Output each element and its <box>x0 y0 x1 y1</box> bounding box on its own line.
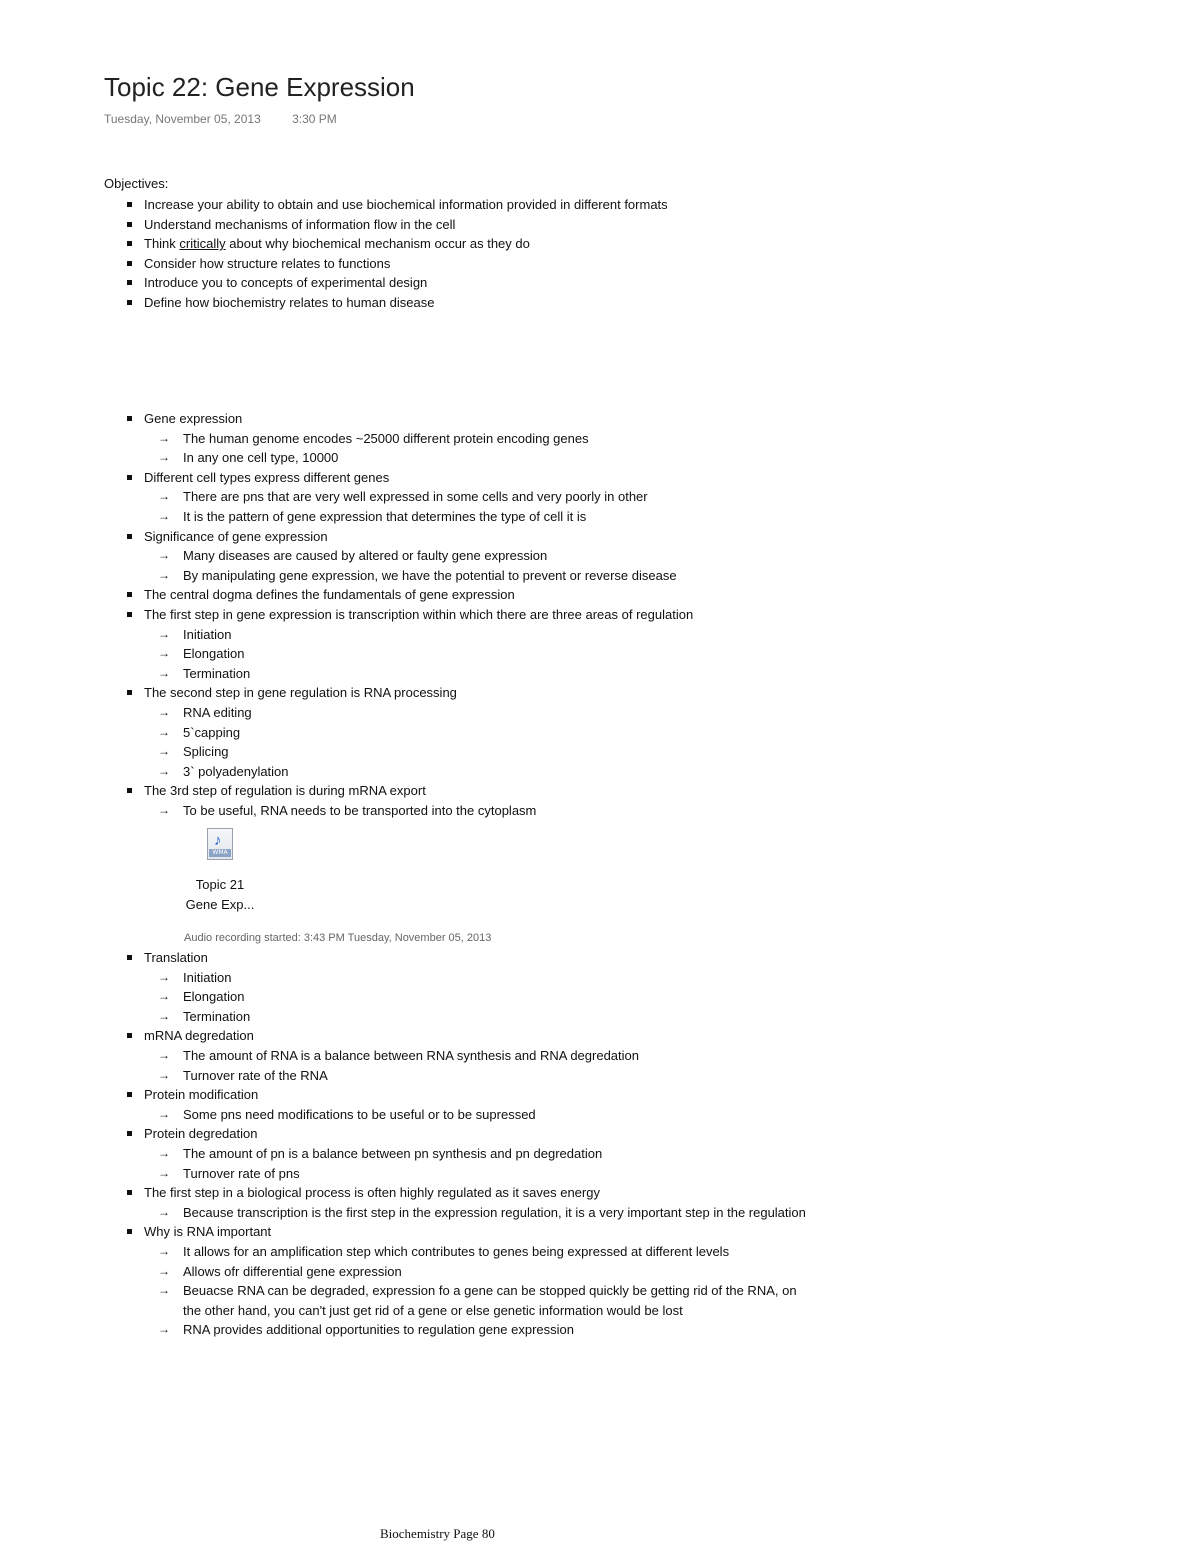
list-item <box>124 1183 807 1222</box>
list-item <box>124 1124 807 1183</box>
arrow-icon: → <box>158 1145 170 1160</box>
arrow-icon: → <box>158 1283 170 1298</box>
sub-list <box>144 1203 807 1223</box>
list-item <box>124 605 693 683</box>
arrow-icon: → <box>158 802 170 817</box>
list-item-text: about why biochemical mechanism occur as they do <box>225 236 530 252</box>
arrow-icon: → <box>158 665 170 680</box>
arrow-icon: → <box>158 724 170 739</box>
audio-file-icon[interactable] <box>207 828 233 860</box>
list-item-text: Significance of gene expression <box>144 528 328 544</box>
sub-list-item-text: Turnover rate of the RNA <box>183 1067 328 1083</box>
sub-list-item <box>144 1066 807 1086</box>
page-time: 3:30 PM <box>292 112 337 126</box>
sub-list-item-text: The amount of pn is a balance between pn synthesis and pn degredation <box>183 1145 603 1161</box>
sub-list-item <box>144 566 693 586</box>
sub-list-item-text: In any one cell type, 10000 <box>183 450 339 466</box>
attachment-name[interactable] <box>180 875 260 915</box>
sub-list-item <box>144 1105 807 1125</box>
sub-list-item-text: The amount of RNA is a balance between RNA synthesis and RNA degredation <box>183 1047 639 1063</box>
sub-list-item-text: Turnover rate of pns <box>183 1165 300 1181</box>
arrow-icon: → <box>158 626 170 641</box>
sub-list-item <box>144 1281 807 1320</box>
list-item: Increase your ability to obtain and use biochemical information provided in different formats <box>124 195 668 215</box>
sub-list-item-text: It is the pattern of gene expression that determines the type of cell it is <box>183 508 587 524</box>
sub-list <box>144 429 693 468</box>
arrow-icon: → <box>158 1263 170 1278</box>
arrow-icon: → <box>158 1165 170 1180</box>
sub-list-item <box>144 1144 807 1164</box>
arrow-icon: → <box>158 1047 170 1062</box>
sub-list <box>144 968 807 1027</box>
sub-list-item-text: Some pns need modifications to be useful or to be supressed <box>183 1106 536 1122</box>
list-item <box>124 1222 807 1340</box>
arrow-icon: → <box>158 567 170 582</box>
sub-list-item <box>144 507 693 527</box>
list-item <box>124 1085 807 1124</box>
sub-list-item-text: There are pns that are very well expressed in some cells and very poorly in other <box>183 489 648 505</box>
page-timestamp <box>104 112 337 126</box>
audio-attachment[interactable] <box>180 828 260 915</box>
list-item <box>124 948 807 1026</box>
arrow-icon: → <box>158 1106 170 1121</box>
list-item: Introduce you to concepts of experimental design <box>124 273 668 293</box>
list-item-text: The first step in gene expression is transcription within which there are three areas of regulation <box>144 606 694 622</box>
list-item-text: Protein degredation <box>144 1126 258 1142</box>
notes-list <box>124 409 693 820</box>
sub-list-item-text: Elongation <box>183 989 245 1005</box>
notes-list <box>124 948 807 1340</box>
arrow-icon: → <box>158 1008 170 1023</box>
sub-list <box>144 801 693 821</box>
sub-list <box>144 1105 807 1125</box>
sub-list <box>144 703 693 781</box>
list-item <box>124 683 693 781</box>
list-item-text: Why is RNA important <box>144 1224 272 1240</box>
sub-list-item-text: Allows ofr differential gene expression <box>183 1263 402 1279</box>
sub-list-item <box>144 1007 807 1027</box>
list-item <box>124 585 693 605</box>
sub-list-item <box>144 801 693 821</box>
arrow-icon: → <box>158 508 170 523</box>
page-title: Topic 22: Gene Expression <box>104 72 415 102</box>
list-item-text: Think <box>144 236 180 252</box>
sub-list <box>144 1242 807 1340</box>
objectives-label: Objectives: <box>104 176 169 191</box>
sub-list <box>144 1144 807 1183</box>
sub-list-item <box>144 1320 807 1340</box>
arrow-icon: → <box>158 450 170 465</box>
sub-list-item <box>144 1262 807 1282</box>
sub-list-item <box>144 487 693 507</box>
arrow-icon: → <box>158 989 170 1004</box>
sub-list-item-text: Initiation <box>183 969 232 985</box>
sub-list-item <box>144 644 693 664</box>
sub-list-item <box>144 664 693 684</box>
arrow-icon: → <box>158 1243 170 1258</box>
sub-list <box>144 546 693 585</box>
underlined-word: critically <box>179 236 226 252</box>
list-item <box>124 468 693 527</box>
arrow-icon: → <box>158 763 170 778</box>
sub-list-item-text: Initiation <box>183 626 232 642</box>
list-item-text: The central dogma defines the fundamentals of gene expression <box>144 587 515 603</box>
audio-recording-note: Audio recording started: 3:43 PM Tuesday, November 05, 2013 <box>184 932 492 944</box>
sub-list-item <box>144 703 693 723</box>
sub-list <box>144 487 693 526</box>
sub-list-item <box>144 987 807 1007</box>
sub-list-item <box>144 762 693 782</box>
sub-list-item-text: RNA provides additional opportunities to regulation gene expression <box>183 1322 574 1338</box>
list-item-text: Translation <box>144 950 208 965</box>
list-item <box>124 234 668 254</box>
sub-list-item-text: Termination <box>183 665 251 681</box>
music-note-icon: ♪ <box>214 832 222 849</box>
sub-list-item-text: Elongation <box>183 646 245 662</box>
list-item-text: The second step in gene regulation is RNA processing <box>144 685 457 701</box>
arrow-icon: → <box>158 969 170 984</box>
arrow-icon: → <box>158 646 170 661</box>
sub-list-item <box>144 448 693 468</box>
sub-list-item-text: 5`capping <box>183 724 241 740</box>
sub-list <box>144 625 693 684</box>
sub-list-item <box>144 1203 807 1223</box>
sub-list-item-text: To be useful, RNA needs to be transported into the cytoplasm <box>183 802 537 818</box>
arrow-icon: → <box>158 744 170 759</box>
list-item-text: Different cell types express different genes <box>144 469 390 485</box>
sub-list-item <box>144 1046 807 1066</box>
sub-list-item-text: RNA editing <box>183 704 252 720</box>
sub-list <box>144 1046 807 1085</box>
arrow-icon: → <box>158 489 170 504</box>
list-item-text: Gene expression <box>144 411 243 426</box>
arrow-icon: → <box>158 1067 170 1082</box>
sub-list-item <box>144 1242 807 1262</box>
list-item-text: The 3rd step of regulation is during mRNA export <box>144 783 426 799</box>
list-item-text: mRNA degredation <box>144 1028 254 1044</box>
list-item-text: Protein modification <box>144 1087 259 1103</box>
attachment-name-line: Topic 21 <box>195 877 245 892</box>
sub-list-item-text: The human genome encodes ~25000 different protein encoding genes <box>183 430 589 446</box>
sub-list-item <box>144 1164 807 1184</box>
sub-list-item-text: Because transcription is the first step in the expression regulation, it is a very important step in the regulation <box>183 1204 806 1220</box>
arrow-icon: → <box>158 430 170 445</box>
sub-list-item-text: Splicing <box>183 744 229 760</box>
arrow-icon: → <box>158 1204 170 1219</box>
objectives-list <box>124 195 668 313</box>
list-item: Understand mechanisms of information flow in the cell <box>124 215 668 235</box>
sub-list-item-text: Termination <box>183 1008 251 1024</box>
sub-list-item <box>144 546 693 566</box>
sub-list-item-text: By manipulating gene expression, we have the potential to prevent or reverse disease <box>183 567 677 583</box>
list-item <box>124 781 693 820</box>
page-date: Tuesday, November 05, 2013 <box>104 112 261 126</box>
sub-list-item <box>144 968 807 988</box>
list-item: Consider how structure relates to functions <box>124 254 668 274</box>
sub-list-item <box>144 625 693 645</box>
sub-list-item <box>144 742 693 762</box>
sub-list-item-text: Beuacse RNA can be degraded, expression fo a gene can be stopped quickly be getting rid of the RNA, on the other hand, you can't just get rid of a gene or else genetic information would be lost <box>183 1283 797 1318</box>
sub-list-item-text: 3` polyadenylation <box>183 763 289 779</box>
list-item-text: The first step in a biological process is often highly regulated as it saves energy <box>144 1185 600 1201</box>
sub-list-item-text: Many diseases are caused by altered or faulty gene expression <box>183 548 548 564</box>
file-type-tag: WMA <box>209 849 231 857</box>
sub-list-item <box>144 429 693 449</box>
arrow-icon: → <box>158 704 170 719</box>
arrow-icon: → <box>158 548 170 563</box>
page-footer: Biochemistry Page 80 <box>380 1526 495 1541</box>
list-item <box>124 527 693 586</box>
list-item <box>124 409 693 468</box>
list-item <box>124 1026 807 1085</box>
sub-list-item <box>144 723 693 743</box>
sub-list-item-text: It allows for an amplification step which contributes to genes being expressed at different levels <box>183 1243 730 1259</box>
arrow-icon: → <box>158 1322 170 1337</box>
list-item: Define how biochemistry relates to human disease <box>124 293 668 313</box>
attachment-name-line: Gene Exp... <box>185 897 255 912</box>
